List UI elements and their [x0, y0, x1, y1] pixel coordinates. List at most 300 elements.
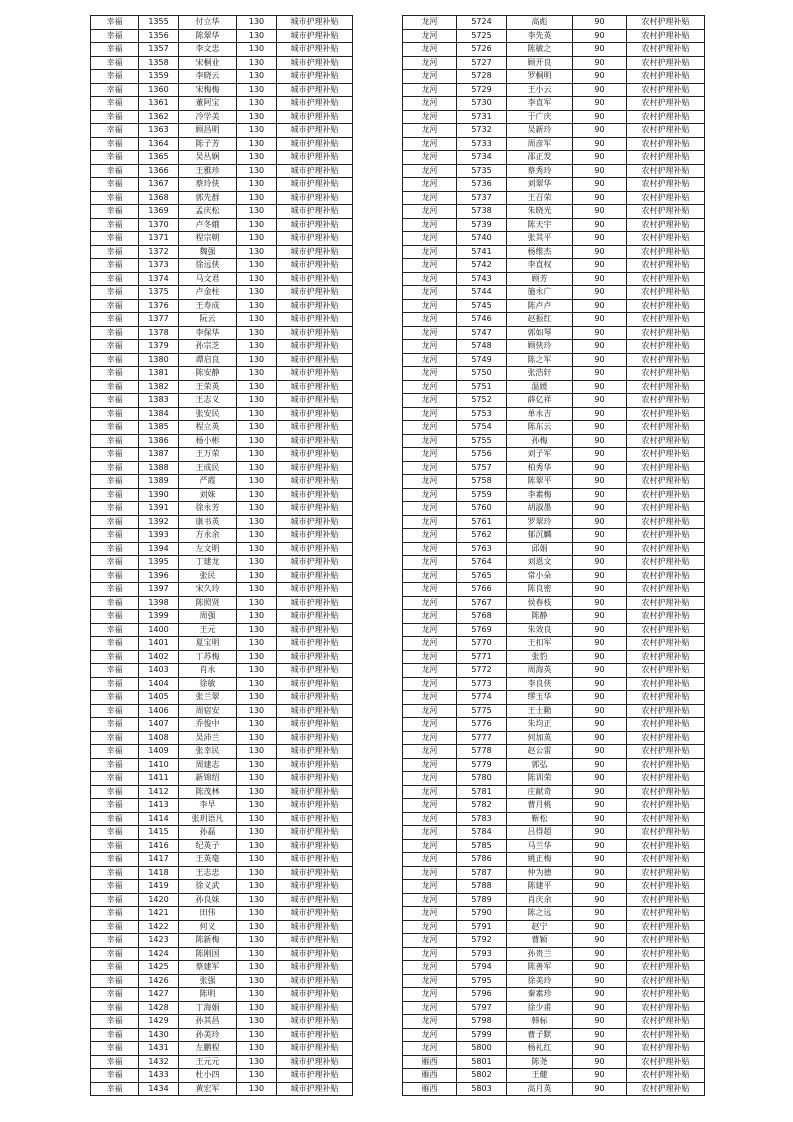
id-cell: 1431 [139, 1042, 179, 1056]
table-row [91, 907, 353, 921]
amount-cell: 90 [573, 583, 627, 597]
area-cell: 幸福 [91, 461, 139, 475]
table-row [91, 232, 353, 246]
table-row [91, 124, 353, 138]
table-row [91, 704, 353, 718]
subsidy-type-cell: 城市护理补贴 [277, 1042, 353, 1056]
name-cell: 侯春枝 [507, 596, 573, 610]
subsidy-type-cell: 城市护理补贴 [277, 178, 353, 192]
amount-cell: 90 [573, 488, 627, 502]
name-cell: 夏宝明 [179, 637, 237, 651]
subsidy-type-cell: 城市护理补贴 [277, 637, 353, 651]
subsidy-type-cell: 农村护理补贴 [627, 569, 705, 583]
name-cell: 肖庆余 [507, 893, 573, 907]
subsidy-type-cell: 城市护理补贴 [277, 245, 353, 259]
amount-cell: 130 [237, 596, 277, 610]
id-cell: 5785 [457, 839, 507, 853]
subsidy-type-cell: 城市护理补贴 [277, 745, 353, 759]
table-row [403, 785, 705, 799]
table-row [403, 110, 705, 124]
area-cell: 幸福 [91, 394, 139, 408]
id-cell: 1391 [139, 502, 179, 516]
area-cell: 龙河 [403, 367, 457, 381]
amount-cell: 130 [237, 907, 277, 921]
subsidy-type-cell: 农村护理补贴 [627, 475, 705, 489]
area-cell: 幸福 [91, 434, 139, 448]
amount-cell: 130 [237, 488, 277, 502]
area-cell: 幸福 [91, 677, 139, 691]
subsidy-type-cell: 城市护理补贴 [277, 920, 353, 934]
name-cell: 罗翠玲 [507, 515, 573, 529]
id-cell: 1399 [139, 610, 179, 624]
subsidy-type-cell: 农村护理补贴 [627, 664, 705, 678]
id-cell: 1371 [139, 232, 179, 246]
id-cell: 1369 [139, 205, 179, 219]
area-cell: 龙河 [403, 286, 457, 300]
table-row [403, 367, 705, 381]
table-row [403, 218, 705, 232]
amount-cell: 130 [237, 394, 277, 408]
table-row [403, 164, 705, 178]
name-cell: 蔡秀玲 [507, 164, 573, 178]
table-row [403, 313, 705, 327]
subsidy-type-cell: 农村护理补贴 [627, 97, 705, 111]
amount-cell: 130 [237, 272, 277, 286]
subsidy-type-cell: 农村护理补贴 [627, 691, 705, 705]
subsidy-type-cell: 城市护理补贴 [277, 56, 353, 70]
subsidy-type-cell: 农村护理补贴 [627, 961, 705, 975]
amount-cell: 90 [573, 704, 627, 718]
name-cell: 陈善军 [507, 961, 573, 975]
subsidy-type-cell: 农村护理补贴 [627, 704, 705, 718]
name-cell: 王扣军 [507, 637, 573, 651]
name-cell: 徐敏 [179, 677, 237, 691]
name-cell: 吴丛娴 [179, 151, 237, 165]
area-cell: 龙河 [403, 259, 457, 273]
area-cell: 龙河 [403, 529, 457, 543]
name-cell: 邱娟 [507, 542, 573, 556]
id-cell: 5741 [457, 245, 507, 259]
area-cell: 幸福 [91, 934, 139, 948]
name-cell: 周建志 [179, 758, 237, 772]
name-cell: 李保华 [179, 326, 237, 340]
area-cell: 幸福 [91, 1082, 139, 1096]
id-cell: 5777 [457, 731, 507, 745]
subsidy-type-cell: 农村护理补贴 [627, 556, 705, 570]
area-cell: 龙河 [403, 502, 457, 516]
area-cell: 龙河 [403, 407, 457, 421]
subsidy-type-cell: 农村护理补贴 [627, 799, 705, 813]
subsidy-type-cell: 城市护理补贴 [277, 988, 353, 1002]
name-cell: 陈子芳 [179, 137, 237, 151]
name-cell: 新锦绍 [179, 772, 237, 786]
name-cell: 付立华 [179, 16, 237, 30]
subsidy-type-cell: 农村护理补贴 [627, 353, 705, 367]
id-cell: 1414 [139, 812, 179, 826]
amount-cell: 90 [573, 1069, 627, 1083]
table-row [91, 785, 353, 799]
area-cell: 龙河 [403, 340, 457, 354]
table-row [91, 812, 353, 826]
area-cell: 龙河 [403, 299, 457, 313]
table-row [403, 758, 705, 772]
subsidy-type-cell: 农村护理补贴 [627, 394, 705, 408]
id-cell: 1357 [139, 43, 179, 57]
name-cell: 孙其昌 [179, 1015, 237, 1029]
table-row [403, 43, 705, 57]
id-cell: 1421 [139, 907, 179, 921]
amount-cell: 130 [237, 515, 277, 529]
id-cell: 1412 [139, 785, 179, 799]
area-cell: 龙河 [403, 718, 457, 732]
name-cell: 李良侠 [507, 677, 573, 691]
name-cell: 王万荣 [179, 448, 237, 462]
table-row [91, 691, 353, 705]
name-cell: 魏强 [179, 245, 237, 259]
table-row [91, 97, 353, 111]
table-row [91, 529, 353, 543]
subsidy-type-cell: 城市护理补贴 [277, 880, 353, 894]
id-cell: 5793 [457, 947, 507, 961]
area-cell: 龙河 [403, 272, 457, 286]
subsidy-type-cell: 城市护理补贴 [277, 286, 353, 300]
name-cell: 邵正发 [507, 151, 573, 165]
amount-cell: 90 [573, 907, 627, 921]
amount-cell: 130 [237, 583, 277, 597]
area-cell: 龙河 [403, 313, 457, 327]
table-row [403, 421, 705, 435]
area-cell: 幸福 [91, 259, 139, 273]
name-cell: 庄献奇 [507, 785, 573, 799]
name-cell: 王寿成 [179, 299, 237, 313]
amount-cell: 130 [237, 421, 277, 435]
area-cell: 幸福 [91, 299, 139, 313]
amount-cell: 130 [237, 772, 277, 786]
table-row [403, 340, 705, 354]
table-row [91, 637, 353, 651]
amount-cell: 130 [237, 380, 277, 394]
id-cell: 5795 [457, 974, 507, 988]
subsidy-type-cell: 城市护理补贴 [277, 205, 353, 219]
name-cell: 高彪 [507, 16, 573, 30]
table-row [403, 407, 705, 421]
amount-cell: 130 [237, 448, 277, 462]
id-cell: 5786 [457, 853, 507, 867]
subsidy-type-cell: 城市护理补贴 [277, 29, 353, 43]
id-cell: 5789 [457, 893, 507, 907]
right-table-body [403, 16, 705, 1096]
amount-cell: 90 [573, 839, 627, 853]
amount-cell: 90 [573, 1028, 627, 1042]
subsidy-type-cell: 农村护理补贴 [627, 16, 705, 30]
area-cell: 幸福 [91, 124, 139, 138]
id-cell: 1401 [139, 637, 179, 651]
name-cell: 陈刚国 [179, 947, 237, 961]
name-cell: 顾侠玲 [507, 340, 573, 354]
name-cell: 张豹 [507, 650, 573, 664]
subsidy-type-cell: 农村护理补贴 [627, 839, 705, 853]
id-cell: 1380 [139, 353, 179, 367]
name-cell: 张幸民 [179, 745, 237, 759]
id-cell: 1365 [139, 151, 179, 165]
table-row [403, 205, 705, 219]
amount-cell: 90 [573, 718, 627, 732]
name-cell: 顾昌明 [179, 124, 237, 138]
name-cell: 李先英 [507, 29, 573, 43]
subsidy-type-cell: 城市护理补贴 [277, 232, 353, 246]
amount-cell: 130 [237, 151, 277, 165]
amount-cell: 90 [573, 920, 627, 934]
subsidy-type-cell: 农村护理补贴 [627, 880, 705, 894]
name-cell: 田伟 [179, 907, 237, 921]
subsidy-type-cell: 农村护理补贴 [627, 637, 705, 651]
area-cell: 龙河 [403, 556, 457, 570]
area-cell: 龙河 [403, 988, 457, 1002]
name-cell: 孙贵兰 [507, 947, 573, 961]
subsidy-type-cell: 城市护理补贴 [277, 137, 353, 151]
name-cell: 王雅珍 [179, 164, 237, 178]
table-row [91, 245, 353, 259]
table-row [403, 745, 705, 759]
id-cell: 5753 [457, 407, 507, 421]
area-cell: 龙河 [403, 745, 457, 759]
id-cell: 5746 [457, 313, 507, 327]
name-cell: 曹颖 [507, 934, 573, 948]
id-cell: 5773 [457, 677, 507, 691]
id-cell: 1373 [139, 259, 179, 273]
table-row [403, 812, 705, 826]
id-cell: 1372 [139, 245, 179, 259]
area-cell: 龙河 [403, 394, 457, 408]
table-row [403, 853, 705, 867]
amount-cell: 90 [573, 515, 627, 529]
id-cell: 1417 [139, 853, 179, 867]
area-cell: 幸福 [91, 839, 139, 853]
amount-cell: 90 [573, 380, 627, 394]
amount-cell: 130 [237, 191, 277, 205]
area-cell: 幸福 [91, 1069, 139, 1083]
table-row [91, 880, 353, 894]
id-cell: 5744 [457, 286, 507, 300]
area-cell: 幸福 [91, 218, 139, 232]
area-cell: 龙河 [403, 56, 457, 70]
name-cell: 徐远侠 [179, 259, 237, 273]
id-cell: 5767 [457, 596, 507, 610]
id-cell: 5802 [457, 1069, 507, 1083]
left-table-body [91, 16, 353, 1096]
amount-cell: 90 [573, 70, 627, 84]
subsidy-type-cell: 农村护理补贴 [627, 677, 705, 691]
area-cell: 龙河 [403, 326, 457, 340]
name-cell: 程立英 [179, 421, 237, 435]
table-row [91, 29, 353, 43]
table-row [403, 988, 705, 1002]
name-cell: 张玥语凡 [179, 812, 237, 826]
area-cell: 幸福 [91, 880, 139, 894]
amount-cell: 90 [573, 245, 627, 259]
amount-cell: 130 [237, 218, 277, 232]
table-row [91, 583, 353, 597]
id-cell: 1386 [139, 434, 179, 448]
area-cell: 幸福 [91, 313, 139, 327]
area-cell: 幸福 [91, 758, 139, 772]
table-row [403, 799, 705, 813]
id-cell: 5768 [457, 610, 507, 624]
id-cell: 1364 [139, 137, 179, 151]
name-cell: 丁海娟 [179, 1001, 237, 1015]
amount-cell: 130 [237, 556, 277, 570]
area-cell: 龙河 [403, 448, 457, 462]
id-cell: 5760 [457, 502, 507, 516]
area-cell: 幸福 [91, 853, 139, 867]
area-cell: 龙河 [403, 812, 457, 826]
area-cell: 龙河 [403, 542, 457, 556]
table-row [91, 259, 353, 273]
name-cell: 陈天宇 [507, 218, 573, 232]
area-cell: 龙河 [403, 691, 457, 705]
area-cell: 龙河 [403, 772, 457, 786]
table-row [91, 1028, 353, 1042]
area-cell: 幸福 [91, 1042, 139, 1056]
amount-cell: 130 [237, 974, 277, 988]
id-cell: 5752 [457, 394, 507, 408]
name-cell: 罗桐明 [507, 70, 573, 84]
id-cell: 1406 [139, 704, 179, 718]
amount-cell: 90 [573, 569, 627, 583]
id-cell: 1392 [139, 515, 179, 529]
id-cell: 5745 [457, 299, 507, 313]
name-cell: 王召荣 [507, 191, 573, 205]
amount-cell: 90 [573, 623, 627, 637]
id-cell: 5757 [457, 461, 507, 475]
name-cell: 王荣英 [179, 380, 237, 394]
table-row [403, 97, 705, 111]
amount-cell: 130 [237, 367, 277, 381]
amount-cell: 130 [237, 164, 277, 178]
amount-cell: 90 [573, 799, 627, 813]
area-cell: 龙河 [403, 245, 457, 259]
id-cell: 5779 [457, 758, 507, 772]
area-cell: 幸福 [91, 502, 139, 516]
amount-cell: 90 [573, 974, 627, 988]
id-cell: 1425 [139, 961, 179, 975]
area-cell: 龙河 [403, 677, 457, 691]
id-cell: 1363 [139, 124, 179, 138]
id-cell: 1359 [139, 70, 179, 84]
area-cell: 龙河 [403, 853, 457, 867]
id-cell: 1395 [139, 556, 179, 570]
area-cell: 幸福 [91, 43, 139, 57]
amount-cell: 90 [573, 137, 627, 151]
amount-cell: 90 [573, 1015, 627, 1029]
amount-cell: 90 [573, 461, 627, 475]
name-cell: 吕得超 [507, 826, 573, 840]
id-cell: 1389 [139, 475, 179, 489]
amount-cell: 90 [573, 880, 627, 894]
id-cell: 5730 [457, 97, 507, 111]
area-cell: 幸福 [91, 1001, 139, 1015]
amount-cell: 130 [237, 286, 277, 300]
table-row [91, 947, 353, 961]
amount-cell: 130 [237, 569, 277, 583]
amount-cell: 130 [237, 745, 277, 759]
id-cell: 5781 [457, 785, 507, 799]
id-cell: 5784 [457, 826, 507, 840]
table-row [403, 1069, 705, 1083]
id-cell: 5776 [457, 718, 507, 732]
amount-cell: 130 [237, 677, 277, 691]
id-cell: 1411 [139, 772, 179, 786]
name-cell: 周海英 [507, 664, 573, 678]
name-cell: 郭先群 [179, 191, 237, 205]
amount-cell: 90 [573, 934, 627, 948]
subsidy-type-cell: 农村护理补贴 [627, 758, 705, 772]
area-cell: 龙河 [403, 1028, 457, 1042]
area-cell: 幸福 [91, 70, 139, 84]
area-cell: 幸福 [91, 151, 139, 165]
subsidy-type-cell: 农村护理补贴 [627, 421, 705, 435]
name-cell: 阮云 [179, 313, 237, 327]
amount-cell: 90 [573, 272, 627, 286]
amount-cell: 130 [237, 43, 277, 57]
table-row [403, 596, 705, 610]
id-cell: 1396 [139, 569, 179, 583]
table-row [403, 178, 705, 192]
area-cell: 龙河 [403, 29, 457, 43]
area-cell: 龙河 [403, 151, 457, 165]
amount-cell: 90 [573, 110, 627, 124]
amount-cell: 90 [573, 299, 627, 313]
area-cell: 幸福 [91, 664, 139, 678]
name-cell: 肖永 [179, 664, 237, 678]
table-row [403, 1042, 705, 1056]
subsidy-type-cell: 城市护理补贴 [277, 326, 353, 340]
subsidy-type-cell: 农村护理补贴 [627, 934, 705, 948]
subsidy-type-cell: 农村护理补贴 [627, 205, 705, 219]
subsidy-type-cell: 城市护理补贴 [277, 110, 353, 124]
subsidy-type-cell: 农村护理补贴 [627, 1042, 705, 1056]
area-cell: 幸福 [91, 367, 139, 381]
id-cell: 5769 [457, 623, 507, 637]
name-cell: 徐少甫 [507, 1001, 573, 1015]
area-cell: 幸福 [91, 286, 139, 300]
name-cell: 赵宁 [507, 920, 573, 934]
table-row [91, 556, 353, 570]
area-cell: 龙河 [403, 799, 457, 813]
table-row [403, 907, 705, 921]
name-cell: 徐永芳 [179, 502, 237, 516]
amount-cell: 130 [237, 1028, 277, 1042]
id-cell: 1388 [139, 461, 179, 475]
name-cell: 孙宗芝 [179, 340, 237, 354]
area-cell: 龙河 [403, 16, 457, 30]
id-cell: 1361 [139, 97, 179, 111]
table-row [403, 56, 705, 70]
id-cell: 1405 [139, 691, 179, 705]
subsidy-type-cell: 农村护理补贴 [627, 286, 705, 300]
table-row [403, 1001, 705, 1015]
area-cell: 幸福 [91, 232, 139, 246]
area-cell: 龙河 [403, 583, 457, 597]
subsidy-type-cell: 农村护理补贴 [627, 812, 705, 826]
area-cell: 龙河 [403, 826, 457, 840]
subsidy-type-cell: 城市护理补贴 [277, 758, 353, 772]
subsidy-type-cell: 城市护理补贴 [277, 380, 353, 394]
area-cell: 龙河 [403, 920, 457, 934]
table-row [403, 934, 705, 948]
amount-cell: 90 [573, 16, 627, 30]
id-cell: 1370 [139, 218, 179, 232]
